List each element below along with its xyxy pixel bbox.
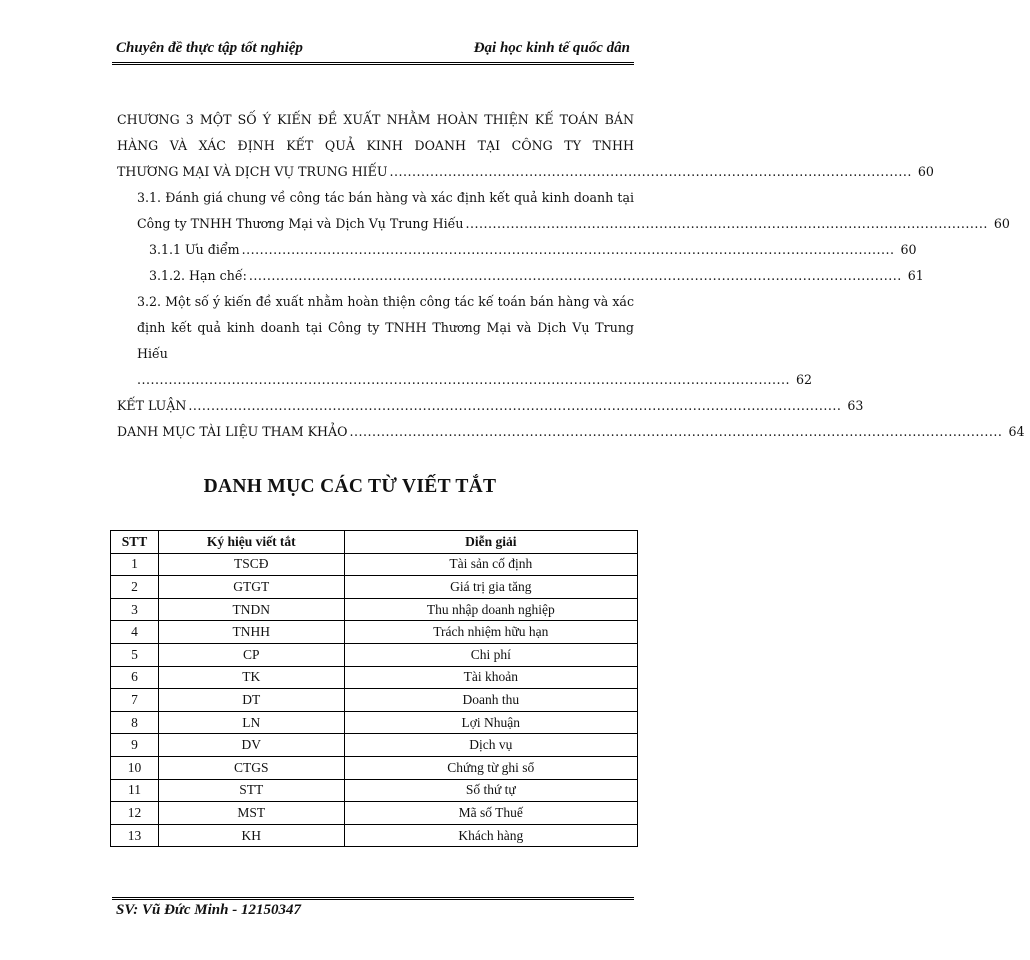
toc-section-3-1-1-page: 60 (900, 242, 917, 257)
table-row (111, 802, 638, 825)
toc-leader-dots: ................................................................................................................................................. (241, 242, 895, 257)
cell-meaning: Tài sản cố định (344, 553, 637, 576)
cell-abbreviation: LN (158, 711, 344, 734)
toc-section-3-2-page: 62 (795, 372, 812, 387)
cell-abbreviation: TNDN (158, 598, 344, 621)
toc-conclusion-page: 63 (847, 398, 864, 413)
toc-section-3-1-2-page: 61 (907, 268, 924, 283)
toc-leader-dots: .................................................................................................................... (465, 216, 988, 231)
header-course-title: Chuyên đề thực tập tốt nghiệp (116, 40, 303, 56)
toc-chapter3-page: 60 (917, 164, 934, 179)
toc-section-3-1-1 (117, 237, 917, 263)
cell-abbreviation: TNHH (158, 621, 344, 644)
toc-section-3-1-page: 60 (993, 216, 1010, 231)
table-of-contents (117, 107, 1025, 445)
toc-section-3-2-line3 (117, 367, 812, 393)
cell-abbreviation: CTGS (158, 756, 344, 779)
table-row (111, 553, 638, 576)
cell-stt: 7 (111, 689, 159, 712)
cell-meaning: Dịch vụ (344, 734, 637, 757)
table-row (111, 824, 638, 847)
table-row (111, 734, 638, 757)
cell-stt: 1 (111, 553, 159, 576)
cell-stt: 3 (111, 598, 159, 621)
table-row (111, 779, 638, 802)
toc-leader-dots: .................................................................................................................... (389, 164, 912, 179)
toc-chapter3-line1: CHƯƠNG 3 MỘT SỐ Ý KIẾN ĐỀ XUẤT NHẰM HOÀN THIỆN KẾ TOÁN BÁN (117, 112, 634, 127)
cell-meaning: Trách nhiệm hữu hạn (344, 621, 637, 644)
toc-conclusion-text: KẾT LUẬN (117, 398, 187, 413)
cell-abbreviation: TK (158, 666, 344, 689)
cell-stt: 6 (111, 666, 159, 689)
cell-meaning: Tài khoản (344, 666, 637, 689)
cell-abbreviation: STT (158, 779, 344, 802)
table-row (111, 621, 638, 644)
cell-abbreviation: KH (158, 824, 344, 847)
cell-stt: 9 (111, 734, 159, 757)
table-header-row (111, 531, 638, 554)
cell-stt: 13 (111, 824, 159, 847)
cell-abbreviation: DT (158, 689, 344, 712)
header-rule (112, 62, 634, 63)
footer-rule-2 (112, 899, 634, 900)
cell-stt: 4 (111, 621, 159, 644)
toc-references-page: 64 (1008, 424, 1025, 439)
cell-abbreviation: GTGT (158, 576, 344, 599)
table-row (111, 689, 638, 712)
cell-stt: 11 (111, 779, 159, 802)
toc-section-3-1-line2 (117, 211, 1010, 237)
page-header (112, 38, 634, 60)
table-row (111, 666, 638, 689)
toc-references-text: DANH MỤC TÀI LIỆU THAM KHẢO (117, 424, 348, 439)
toc-section-3-1-2 (117, 263, 924, 289)
cell-stt: 8 (111, 711, 159, 734)
cell-meaning: Doanh thu (344, 689, 637, 712)
cell-abbreviation: TSCĐ (158, 553, 344, 576)
column-header-abbreviation: Ký hiệu viết tắt (158, 531, 344, 554)
toc-leader-dots: ................................................................................................................................................. (349, 424, 1003, 439)
cell-meaning: Chi phí (344, 643, 637, 666)
abbreviations-title: DANH MỤC CÁC TỪ VIẾT TẮT (203, 476, 497, 497)
header-university: Đại học kinh tế quốc dân (473, 40, 630, 56)
toc-references (117, 419, 1025, 445)
column-header-meaning: Diễn giải (344, 531, 637, 554)
table-row (111, 643, 638, 666)
footer-rule (112, 897, 634, 898)
cell-abbreviation: DV (158, 734, 344, 757)
cell-meaning: Khách hàng (344, 824, 637, 847)
cell-meaning: Thu nhập doanh nghiệp (344, 598, 637, 621)
toc-leader-dots: ................................................................................................................................................. (137, 372, 790, 387)
cell-meaning: Số thứ tự (344, 779, 637, 802)
footer-student: SV: Vũ Đức Minh - 12150347 (116, 902, 301, 918)
toc-section-3-1-line1: 3.1. Đánh giá chung về công tác bán hàng và xác định kết quả kinh doanh tại (137, 190, 634, 205)
table-row (111, 576, 638, 599)
toc-leader-dots: ................................................................................................................................................. (188, 398, 842, 413)
toc-section-3-1-2-text: 3.1.2. Hạn chế: (149, 268, 247, 283)
toc-chapter3-line2: HÀNG VÀ XÁC ĐỊNH KẾT QUẢ KINH DOANH TẠI CÔNG TY TNHH (117, 138, 634, 153)
toc-conclusion (117, 393, 864, 419)
table-row (111, 756, 638, 779)
cell-abbreviation: MST (158, 802, 344, 825)
toc-chapter3-text: THƯƠNG MẠI VÀ DỊCH VỤ TRUNG HIẾU (117, 164, 388, 179)
abbreviations-table (110, 530, 638, 847)
cell-meaning: Giá trị gia tăng (344, 576, 637, 599)
toc-section-3-2-line1: 3.2. Một số ý kiến đề xuất nhằm hoàn thiện công tác kế toán bán hàng và xác (137, 294, 634, 309)
cell-abbreviation: CP (158, 643, 344, 666)
header-rule-2 (112, 64, 634, 65)
cell-meaning: Chứng từ ghi sổ (344, 756, 637, 779)
cell-meaning: Lợi Nhuận (344, 711, 637, 734)
cell-stt: 5 (111, 643, 159, 666)
toc-leader-dots: ................................................................................................................................................. (248, 268, 902, 283)
table-row (111, 598, 638, 621)
cell-meaning: Mã số Thuế (344, 802, 637, 825)
toc-chapter3-line3 (117, 159, 934, 185)
table-row (111, 711, 638, 734)
toc-section-3-1-text: Công ty TNHH Thương Mại và Dịch Vụ Trung Hiếu (137, 216, 464, 231)
toc-section-3-2-line2: định kết quả kinh doanh tại Công ty TNHH Thương Mại và Dịch Vụ Trung Hiếu (137, 320, 634, 361)
toc-section-3-1-1-text: 3.1.1 Ưu điểm (149, 242, 240, 257)
cell-stt: 2 (111, 576, 159, 599)
cell-stt: 10 (111, 756, 159, 779)
cell-stt: 12 (111, 802, 159, 825)
column-header-stt: STT (111, 531, 159, 554)
